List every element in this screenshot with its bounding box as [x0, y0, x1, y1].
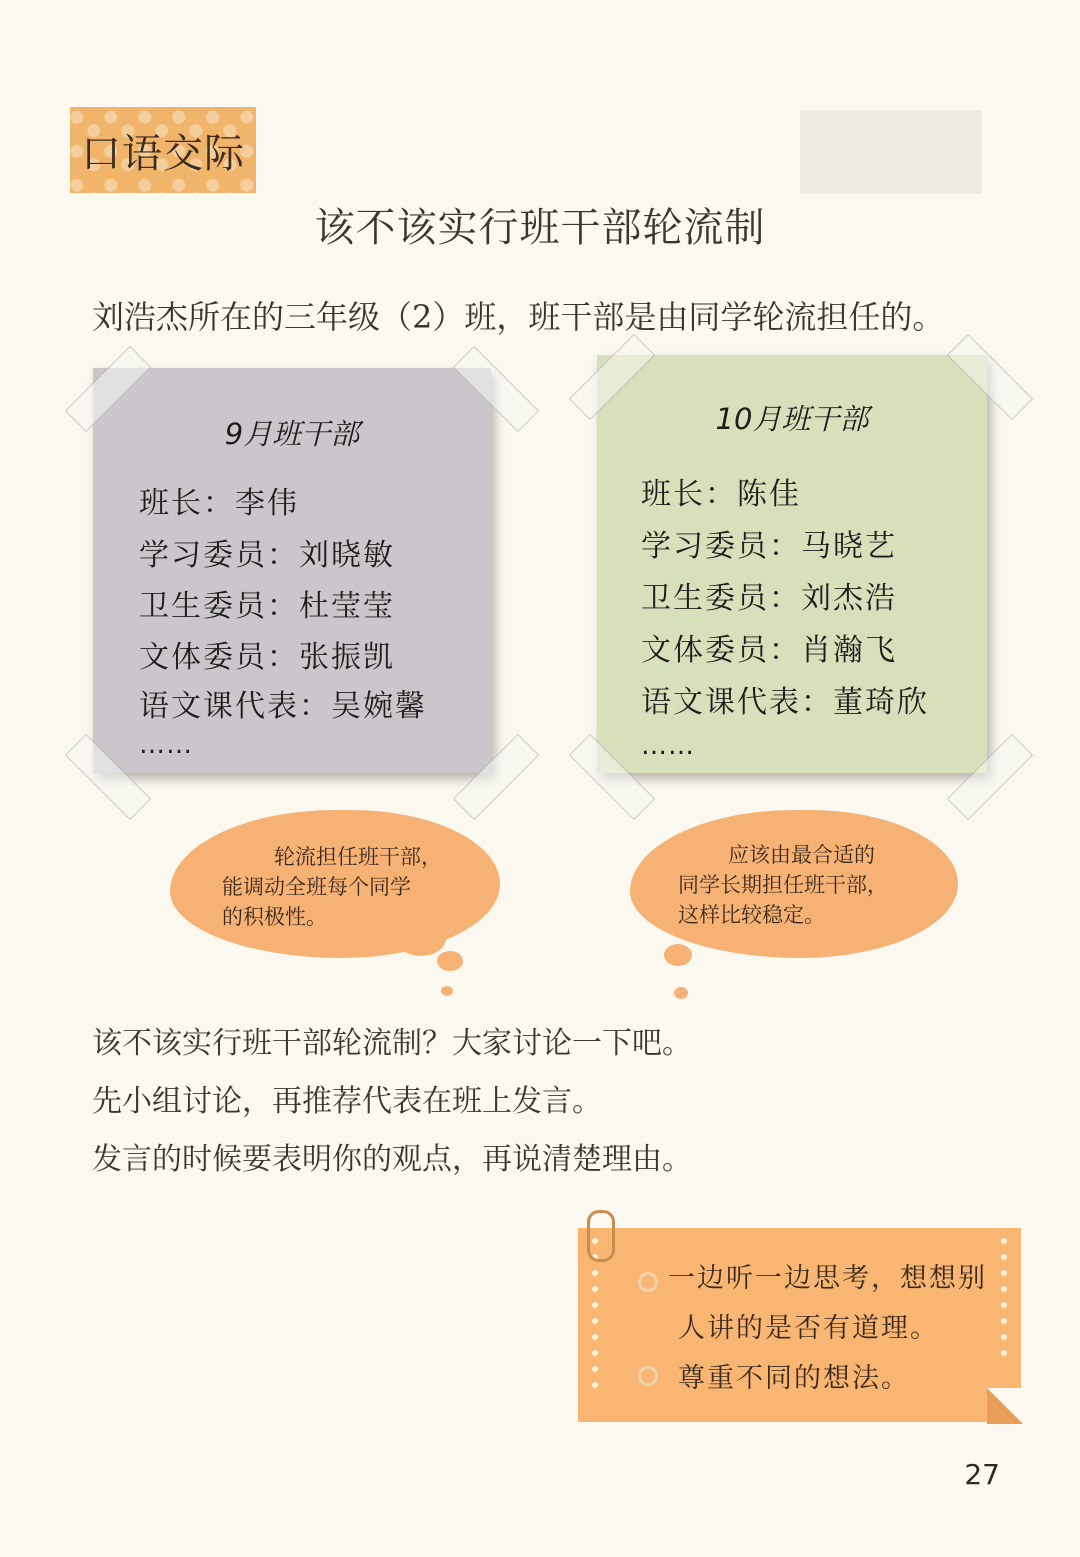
- bullet-icon: [638, 1272, 658, 1292]
- bubble-line: 这样比较稳定。: [678, 903, 825, 927]
- discussion-paragraph: 发言的时候要表明你的观点，再说清楚理由。: [92, 1142, 692, 1177]
- card-heading: 10月班干部: [715, 402, 869, 436]
- card-october: [597, 355, 987, 773]
- bubble-tail: [664, 944, 692, 966]
- bubble-tail: [441, 986, 453, 996]
- page-curl: [987, 1388, 1023, 1424]
- card-row: 语文课代表：吴婉馨: [139, 689, 427, 724]
- card-row: 文体委员：张振凯: [139, 640, 395, 675]
- bubble-line: 同学长期担任班干部，: [678, 873, 888, 897]
- discussion-paragraph: 该不该实行班干部轮流制？大家讨论一下吧。: [92, 1026, 692, 1061]
- thought-bubble-left: [170, 810, 500, 958]
- card-ellipsis: ……: [641, 731, 695, 761]
- bubble-tail: [437, 951, 463, 971]
- note-holes: [592, 1238, 598, 1398]
- card-row: 学习委员：马晓艺: [641, 529, 897, 564]
- discussion-paragraph: 先小组讨论，再推荐代表在班上发言。: [92, 1084, 602, 1119]
- tip-line: 一边听一边思考，想想别: [668, 1263, 987, 1294]
- note-holes: [1001, 1238, 1007, 1366]
- intro-text: 刘浩杰所在的三年级（2）班，班干部是由同学轮流担任的。: [92, 298, 945, 336]
- bullet-icon: [638, 1366, 658, 1386]
- card-row: 学习委员：刘晓敏: [139, 538, 395, 573]
- bubble-line: 轮流担任班干部，: [274, 845, 442, 869]
- bubble-line: 能调动全班每个同学: [222, 875, 411, 899]
- card-row: 文体委员：肖瀚飞: [641, 633, 897, 668]
- card-row: 班长：李伟: [139, 486, 299, 521]
- card-row: 卫生委员：刘杰浩: [641, 581, 897, 616]
- page-number: 27: [964, 1458, 1000, 1491]
- card-row: 卫生委员：杜莹莹: [139, 589, 395, 624]
- tip-line: 人讲的是否有道理。: [678, 1313, 939, 1344]
- tip-line: 尊重不同的想法。: [678, 1363, 910, 1394]
- card-september: [93, 368, 491, 773]
- thought-bubble-right: [630, 810, 958, 958]
- paperclip-icon: [587, 1210, 615, 1262]
- card-row: 语文课代表：董琦欣: [641, 685, 929, 720]
- card-ellipsis: ……: [139, 730, 193, 760]
- section-tag: 口语交际: [70, 107, 256, 193]
- bubble-tail: [396, 920, 446, 956]
- card-heading: 9月班干部: [224, 417, 360, 451]
- card-row: 班长：陈佳: [641, 477, 801, 512]
- bubble-tail: [674, 987, 688, 999]
- tips-note: [578, 1228, 1021, 1422]
- lesson-title: 该不该实行班干部轮流制: [314, 205, 766, 251]
- bubble-line: 应该由最合适的: [728, 843, 875, 867]
- bubble-line: 的积极性。: [222, 905, 327, 929]
- decorative-box: [800, 110, 982, 194]
